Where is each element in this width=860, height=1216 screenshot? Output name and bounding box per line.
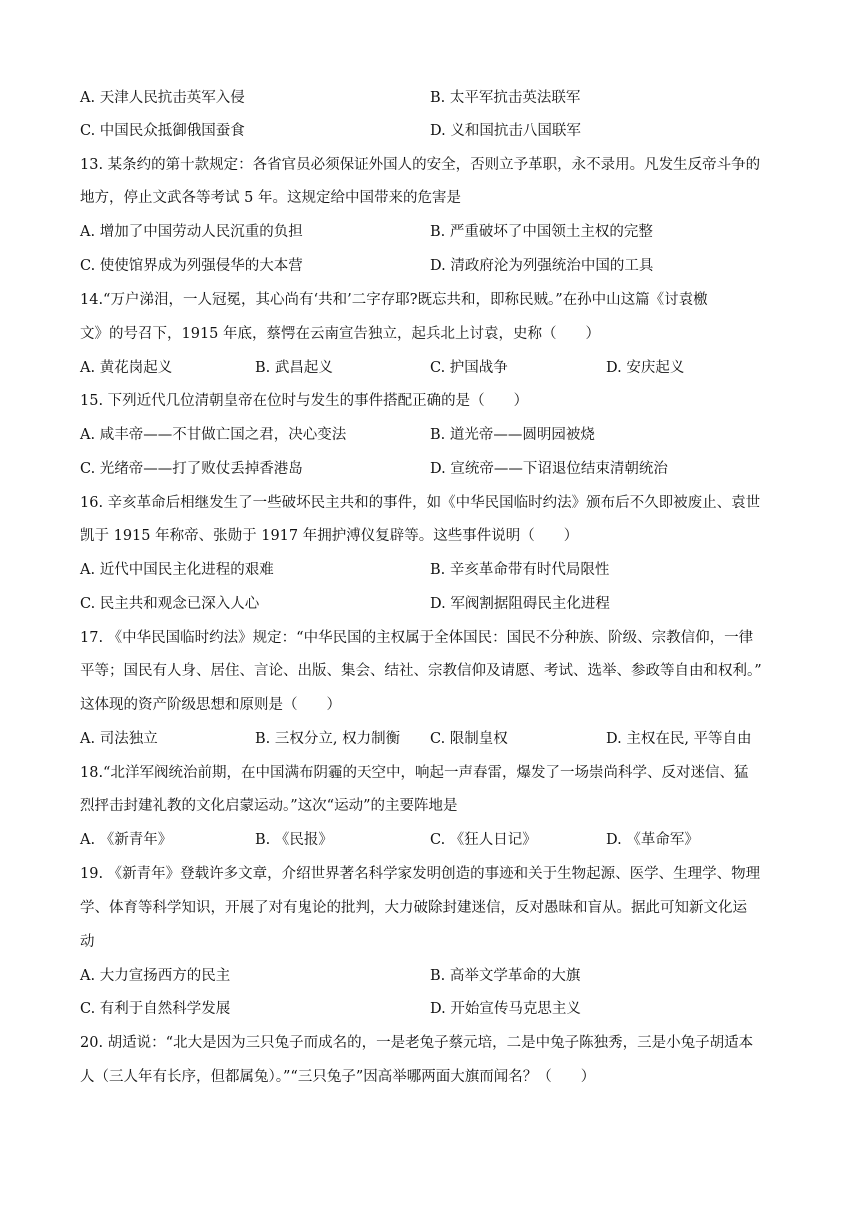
q15-option-d: D. 宣统帝——下诏退位结束清朝统治 <box>430 461 668 477</box>
q14-option-c: C. 护国战争 <box>430 360 508 376</box>
q13-option-c: C. 使使馆界成为列强侵华的大本营 <box>80 258 303 274</box>
q15-option-b: B. 道光帝——圆明园被烧 <box>430 427 595 443</box>
q12-option-b: B. 太平军抗击英法联军 <box>430 90 581 106</box>
q15-option-c: C. 光绪帝——打了败仗丢掉香港岛 <box>80 461 303 477</box>
q16-option-b: B. 辛亥革命带有时代局限性 <box>430 562 610 578</box>
q17-stem-line-3: 这体现的资产阶级思想和原则是（ ） <box>80 697 341 713</box>
q15-option-a: A. 咸丰帝——不甘做亡国之君，决心变法 <box>80 427 347 443</box>
q16-option-d: D. 军阀割据阻碍民主化进程 <box>430 596 610 612</box>
q16-stem-line-1: 16. 辛亥革命后相继发生了一些破坏民主共和的事件，如《中华民国临时约法》颁布后不久即被废止、袁世 <box>80 495 761 511</box>
q13-option-d: D. 清政府沦为列强统治中国的工具 <box>430 258 654 274</box>
q17-option-c: C. 限制皇权 <box>430 731 508 747</box>
q18-option-a: A. 《新青年》 <box>80 832 173 848</box>
q14-stem-line-2: 文》的号召下，1915 年底，蔡愕在云南宣告独立，起兵北上讨袁，史称（ ） <box>80 326 601 342</box>
q15-stem-line-1: 15. 下列近代几位清朝皇帝在位时与发生的事件搭配正确的是（ ） <box>80 393 529 409</box>
q17-option-a: A. 司法独立 <box>80 731 158 747</box>
q14-stem-line-1: 14.“万户涕泪，一人冠冕，其心尚有‘共和’二字存耶?既忘共和，即称民贼。”在孙中山这篇《讨袁檄 <box>80 292 708 308</box>
q18-stem-line-2: 烈抨击封建礼教的文化启蒙运动。”这次“运动”的主要阵地是 <box>80 798 458 814</box>
q18-option-d: D. 《革命军》 <box>606 832 699 848</box>
q14-option-a: A. 黄花岗起义 <box>80 360 173 376</box>
q16-option-a: A. 近代中国民主化进程的艰难 <box>80 562 274 578</box>
q19-option-d: D. 开始宣传马克思主义 <box>430 1001 581 1017</box>
q16-option-c: C. 民主共和观念已深入人心 <box>80 596 260 612</box>
q14-option-d: D. 安庆起义 <box>606 360 685 376</box>
q18-option-c: C. 《狂人日记》 <box>430 832 537 848</box>
q18-option-b: B. 《民报》 <box>255 832 333 848</box>
q19-stem-line-3: 动 <box>80 934 95 950</box>
q19-stem-line-1: 19. 《新青年》登载许多文章，介绍世界著名科学家发明创造的事迹和关于生物起源、医学、生理学、物理 <box>80 866 761 882</box>
q17-stem-line-2: 平等；国民有人身、居住、言论、出版、集会、结社、宗教信仰及请愿、考试、选举、参政等自由和权利。” <box>80 663 762 679</box>
q12-option-a: A. 天津人民抗击英军入侵 <box>80 90 245 106</box>
q17-stem-line-1: 17. 《中华民国临时约法》规定：“中华民国的主权属于全体国民：国民不分种族、阶级、宗教信仰，一律 <box>80 630 754 646</box>
q19-option-a: A. 大力宣扬西方的民主 <box>80 968 231 984</box>
q14-option-b: B. 武昌起义 <box>255 360 333 376</box>
q16-stem-line-2: 凯于 1915 年称帝、张勋于 1917 年拥护溥仪复辟等。这些事件说明（ ） <box>80 528 579 544</box>
q12-option-d: D. 义和国抗击八国联军 <box>430 123 581 139</box>
q20-stem-line-2: 人（三人年有长序，但都属兔）。”“三只兔子”因高举哪两面大旗而闻名？（ ） <box>80 1069 596 1085</box>
q17-option-d: D. 主权在民, 平等自由 <box>606 731 752 747</box>
q13-stem-line-1: 13. 某条约的第十款规定：各省官员必须保证外国人的安全，否则立予革职，永不录用。凡发生反帝斗争的 <box>80 157 761 173</box>
q13-option-a: A. 增加了中国劳动人民沉重的负担 <box>80 224 303 240</box>
q18-stem-line-1: 18.“北洋军阀统治前期，在中国满布阴霾的天空中，响起一声春雷，爆发了一场崇尚科学、反对迷信、猛 <box>80 765 749 781</box>
q19-stem-line-2: 学、体育等科学知识，开展了对有鬼论的批判，大力破除封建迷信，反对愚昧和盲从。据此可知新文化运 <box>80 900 747 916</box>
q13-option-b: B. 严重破坏了中国领土主权的完整 <box>430 224 653 240</box>
q17-option-b: B. 三权分立, 权力制衡 <box>255 731 401 747</box>
q19-option-c: C. 有利于自然科学发展 <box>80 1001 231 1017</box>
q13-stem-line-2: 地方，停止文武各等考试 5 年。这规定给中国带来的危害是 <box>80 190 461 206</box>
q12-option-c: C. 中国民众抵御俄国蚕食 <box>80 123 245 139</box>
q19-option-b: B. 高举文学革命的大旗 <box>430 968 581 984</box>
q20-stem-line-1: 20. 胡适说：“北大是因为三只兔子而成名的，一是老兔子蔡元培，二是中兔子陈独秀，三是小兔子胡适本 <box>80 1035 754 1051</box>
